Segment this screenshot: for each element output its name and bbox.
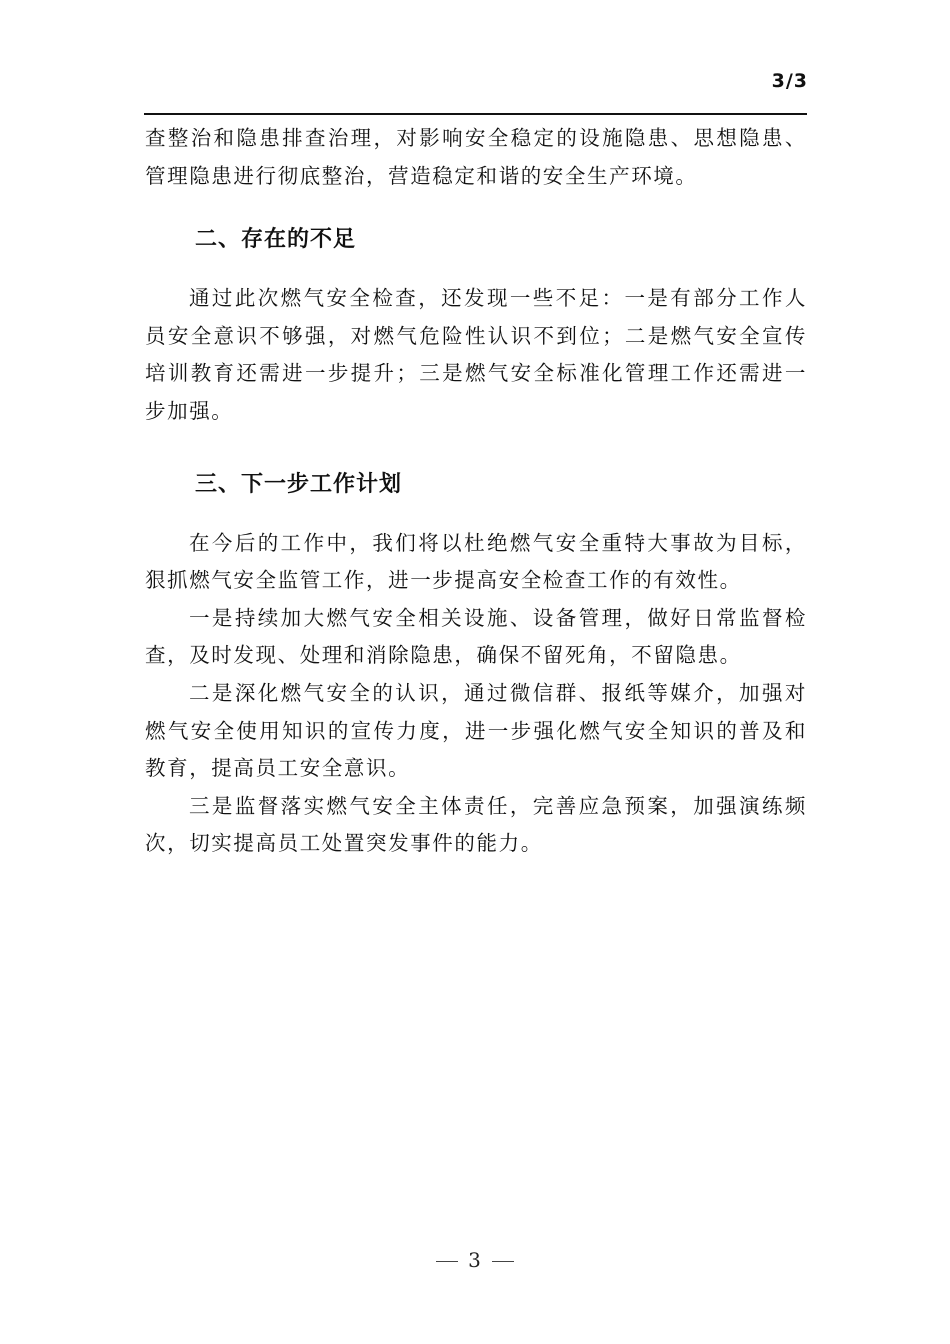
intro-continuation-paragraph: 查整治和隐患排查治理，对影响安全稳定的设施隐患、思想隐患、管理隐患进行彻底整治，营造稳定和谐的安全生产环境。 (145, 126, 807, 188)
shortcomings-paragraph: 通过此次燃气安全检查，还发现一些不足：一是有部分工作人员安全意识不够强，对燃气危险性认识不到位；二是燃气安全宣传培训教育还需进一步提升；三是燃气安全标准化管理工作还需进一步加强。 (145, 286, 807, 423)
next-steps-paragraph-one: 一是持续加大燃气安全相关设施、设备管理，做好日常监督检查，及时发现、处理和消除隐患，确保不留死角，不留隐患。 (145, 605, 807, 668)
next-steps-paragraph-two: 二是深化燃气安全的认识，通过微信群、报纸等媒介，加强对燃气安全使用知识的宣传力度，进一步强化燃气安全知识的普及和教育，提高员工安全意识。 (145, 680, 807, 781)
page-counter: 3/3 (771, 70, 808, 92)
next-steps-paragraph-three: 三是监督落实燃气安全主体责任，完善应急预案，加强演练频次，切实提高员工处置突发事件的能力。 (145, 793, 807, 856)
section-heading-next-steps: 三、下一步工作计划 (195, 471, 403, 497)
footer-dash-left (436, 1261, 458, 1262)
header-divider (144, 113, 807, 115)
page-footer (0, 1248, 950, 1272)
footer-dash-right (492, 1261, 514, 1262)
next-steps-paragraph-intro: 在今后的工作中，我们将以杜绝燃气安全重特大事故为目标，狠抓燃气安全监管工作，进一步提高安全检查工作的有效性。 (145, 530, 807, 593)
document-body (145, 120, 807, 863)
footer-page-number: 3 (468, 1248, 482, 1272)
section-heading-shortcomings: 二、存在的不足 (195, 227, 357, 253)
